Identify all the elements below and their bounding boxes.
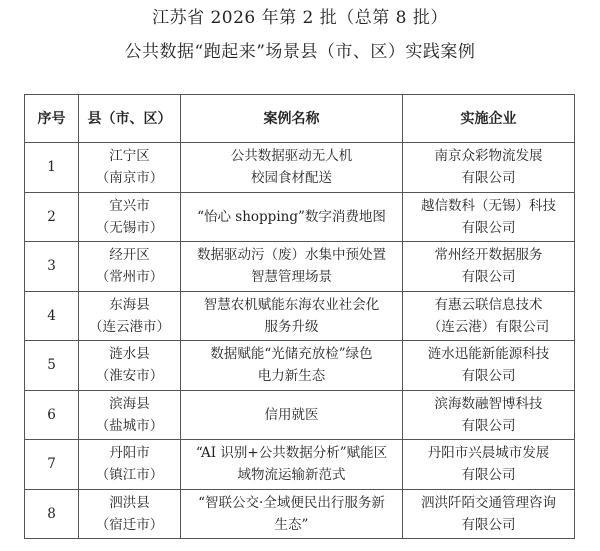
case-line: 智慧管理场景 xyxy=(251,269,332,286)
cell-company xyxy=(403,390,575,440)
county-name: 泗洪县 xyxy=(109,494,150,511)
table-row xyxy=(25,291,575,341)
case-line: 电力新生态 xyxy=(257,368,326,385)
county-name: 丹阳市 xyxy=(109,445,150,462)
cell-company xyxy=(403,143,575,193)
case-line: 数据赋能“光储充放检”绿色 xyxy=(210,346,373,363)
table-row xyxy=(25,192,575,242)
case-table xyxy=(24,94,575,539)
cell-county xyxy=(79,291,181,341)
table-row xyxy=(25,341,575,391)
cell-company xyxy=(403,291,575,341)
company-line: 有限公司 xyxy=(461,417,516,434)
cell-no: 8 xyxy=(25,489,79,539)
cell-case xyxy=(181,291,403,341)
header-case-name: 案例名称 xyxy=(181,95,403,143)
company-line: 有惠云联信息技术 xyxy=(434,296,543,313)
company-line: 南京众彩物流发展 xyxy=(434,148,543,165)
document-title-line1: 江苏省 2026 年第 2 批（总第 8 批） xyxy=(152,8,448,28)
case-line: “怡心 shopping”数字消费地图 xyxy=(197,208,386,225)
cell-county xyxy=(79,390,181,440)
county-city: （南京市） xyxy=(95,170,164,187)
case-line: 信用就医 xyxy=(264,406,319,423)
case-line: 公共数据驱动无人机 xyxy=(230,148,353,165)
county-name: 涟水县 xyxy=(109,346,150,363)
county-name: 宜兴市 xyxy=(109,197,150,214)
cell-no: 4 xyxy=(25,291,79,341)
cell-county xyxy=(79,341,181,391)
case-line: 数据驱动污（废）水集中预处置 xyxy=(197,247,386,264)
county-city: （连云港市） xyxy=(89,318,170,335)
company-line: 有限公司 xyxy=(461,467,516,484)
cell-case xyxy=(181,242,403,292)
cell-county xyxy=(79,143,181,193)
table-row xyxy=(25,390,575,440)
cell-no: 2 xyxy=(25,192,79,242)
cell-company xyxy=(403,440,575,490)
header-company: 实施企业 xyxy=(403,95,575,143)
case-line: 智慧农机赋能东海农业社会化 xyxy=(203,296,380,313)
cell-county xyxy=(79,440,181,490)
cell-no: 6 xyxy=(25,390,79,440)
header-no: 序号 xyxy=(25,95,79,143)
company-line: 泗洪阡陌交通管理咨询 xyxy=(421,494,556,511)
table-row xyxy=(25,242,575,292)
case-line: 域物流运输新范式 xyxy=(237,467,346,484)
company-line: （连云港）有限公司 xyxy=(427,318,550,335)
company-line: 常州经开数据服务 xyxy=(434,247,543,264)
county-name: 经开区 xyxy=(109,247,150,264)
company-line: 有限公司 xyxy=(461,368,516,385)
county-name: 江宁区 xyxy=(109,148,150,165)
cell-case xyxy=(181,440,403,490)
county-city: （镇江市） xyxy=(95,467,164,484)
case-line: “AI 识别+公共数据分析”赋能区 xyxy=(195,445,388,462)
company-line: 滨海数融智博科技 xyxy=(434,395,543,412)
case-line: 校园食材配送 xyxy=(251,170,332,187)
county-city: （无锡市） xyxy=(95,219,164,236)
table-row xyxy=(25,143,575,193)
company-line: 有限公司 xyxy=(461,170,516,187)
cell-case xyxy=(181,489,403,539)
company-line: 有限公司 xyxy=(461,516,516,533)
company-line: 越信数科（无锡）科技 xyxy=(421,197,556,214)
company-line: 丹阳市兴晨城市发展 xyxy=(427,445,550,462)
cell-company xyxy=(403,341,575,391)
cell-company xyxy=(403,192,575,242)
cell-county xyxy=(79,489,181,539)
cell-no: 7 xyxy=(25,440,79,490)
cell-county xyxy=(79,242,181,292)
company-line: 有限公司 xyxy=(461,219,516,236)
company-line: 涟水迅能新能源科技 xyxy=(427,346,550,363)
county-name: 滨海县 xyxy=(109,395,150,412)
cell-case xyxy=(181,341,403,391)
county-city: （盐城市） xyxy=(95,417,164,434)
cell-case xyxy=(181,192,403,242)
cell-county xyxy=(79,192,181,242)
cell-no: 5 xyxy=(25,341,79,391)
cell-company xyxy=(403,489,575,539)
cell-case xyxy=(181,390,403,440)
cell-company xyxy=(403,242,575,292)
document-title-line2: 公共数据“跑起来”场景县（市、区）实践案例 xyxy=(124,42,476,62)
header-county: 县（市、区） xyxy=(79,95,181,143)
county-city: （淮安市） xyxy=(95,368,164,385)
cell-no: 3 xyxy=(25,242,79,292)
county-name: 东海县 xyxy=(109,296,150,313)
case-line: 服务升级 xyxy=(264,318,319,335)
case-line: “智联公交·全域便民出行服务新 xyxy=(198,494,385,511)
company-line: 有限公司 xyxy=(461,269,516,286)
table-header-row xyxy=(25,95,575,143)
table-row xyxy=(25,440,575,490)
cell-case xyxy=(181,143,403,193)
case-line: 生态” xyxy=(274,516,309,533)
table-row xyxy=(25,489,575,539)
county-city: （常州市） xyxy=(95,269,164,286)
county-city: （宿迁市） xyxy=(95,516,164,533)
cell-no: 1 xyxy=(25,143,79,193)
